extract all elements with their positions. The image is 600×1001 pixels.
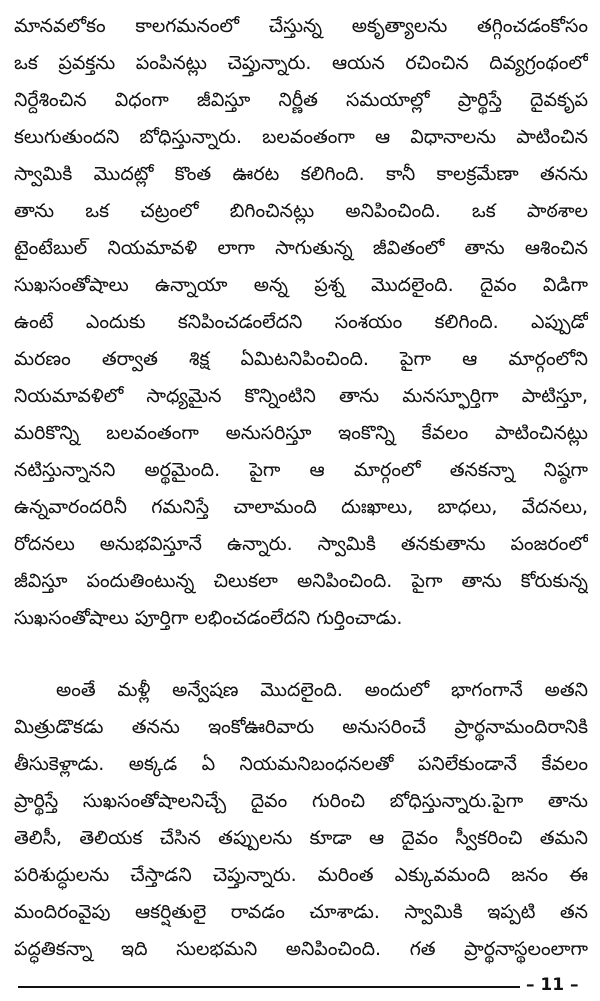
text-line: ప్రార్థిస్తే సుఖసంతోషాలనిచ్చే దైవం గురించి బోధిస్తున్నారు.పైగా తాను xyxy=(14,790,588,812)
text-line: పరిశుద్ధులను చేస్తాడని చెప్తున్నారు. మరింత ఎక్కువమంది జనం ఈ xyxy=(14,864,588,886)
text-line: టైంటేబుల్ నియమావళి లాగా సాగుతున్న జీవితంలో తాను ఆశించిన xyxy=(14,237,588,259)
text-line: నిర్దేశించిన విధంగా జీవిస్తూ నిర్ణీత సమయాల్లో ప్రార్థిస్తే దైవకృప xyxy=(14,89,588,111)
text-line: మరణం తర్వాత శిక్ష ఏమిటనిపించింది. పైగా ఆ మార్గంలోని xyxy=(14,348,588,370)
text-line: ఉన్నవారందరినీ గమనిస్తే చాలామంది దుఃఖాలు, బాధలు, వేదనలు, xyxy=(14,496,588,518)
text-line: తాను ఒక చట్రంలో బిగించినట్లు అనిపించింది. ఒక పాఠశాల xyxy=(14,200,588,222)
text-line: తెలిసీ, తెలియక చేసిన తప్పులను కూడా ఆ దైవం స్వీకరించి తమని xyxy=(14,827,588,849)
text-line: జీవిస్తూ పందుతింటున్న చిలుకలా అనిపించింది. పైగా తాను కోరుకున్న xyxy=(14,570,588,592)
paragraph-2 xyxy=(14,672,588,968)
text-line: ఒక ప్రవక్తను పంపినట్లు చెప్తున్నారు. ఆయన రచించిన దివ్యగ్రంథంలో xyxy=(14,52,588,74)
text-line: స్వామికి మొదట్లో కొంత ఊరట కలిగింది. కానీ కాలక్రమేణా తనను xyxy=(14,163,588,185)
text-line: సుఖసంతోషాలు పూర్తిగా లభించడంలేదని గుర్తించాడు. xyxy=(14,607,403,629)
text-line: మానవలోకం కాలగమనంలో చేస్తున్న అకృత్యాలను తగ్గించడంకోసం xyxy=(14,15,588,37)
text-line: సుఖసంతోషాలు ఉన్నాయా అన్న ప్రశ్న మొదలైంది. దైవం విడిగా xyxy=(14,274,588,296)
text-line: మరికొన్ని బలవంతంగా అనుసరిస్తూ ఇంకొన్ని కేవలం పాటించినట్లు xyxy=(14,422,588,444)
text-line: పద్ధతికన్నా ఇది సులభమని అనిపించింది. గత ప్రార్థనాస్థలంలాగా xyxy=(14,938,588,960)
text-line: మందిరంవైపు ఆకర్షితులై రావడం చూశాడు. స్వామికి ఇప్పటి తన xyxy=(14,901,588,923)
text-line: కలుగుతుందని బోధిస్తున్నారు. బలవంతంగా ఆ విధానాలను పాటించిన xyxy=(14,126,588,148)
text-line: మిత్రుడొకడు తనను ఇంకోఊరివారు అనుసరించే ప్రార్థనామందిరానికి xyxy=(14,716,588,738)
text-line: అంతే మళ్లీ అన్వేషణ మొదలైంది. అందులో భాగంగానే అతని xyxy=(56,679,588,701)
text-line: ఉంటే ఎందుకు కనిపించడంలేదని సంశయం కలిగింది. ఎప్పుడో xyxy=(14,311,588,333)
text-line: రోదనలు అనుభవిస్తూనే ఉన్నారు. స్వామికి తనకుతాను పంజరంలో xyxy=(14,533,588,555)
text-line: నియమావళిలో సాధ్యమైన కొన్నింటిని తాను మనస్ఫూర్తిగా పాటిస్తూ, xyxy=(14,385,588,407)
paragraph-1 xyxy=(14,8,588,637)
footer-rule xyxy=(18,986,520,988)
text-line: తీసుకెళ్లాడు. అక్కడ ఏ నియమనిబంధనలతో పనిలేకుండానే కేవలం xyxy=(14,753,588,775)
text-line: నటిస్తున్నానని అర్థమైంది. పైగా ఆ మార్గంలో తనకన్నా నిష్ఠగా xyxy=(14,459,588,481)
page-number: – 11 – xyxy=(526,975,579,995)
